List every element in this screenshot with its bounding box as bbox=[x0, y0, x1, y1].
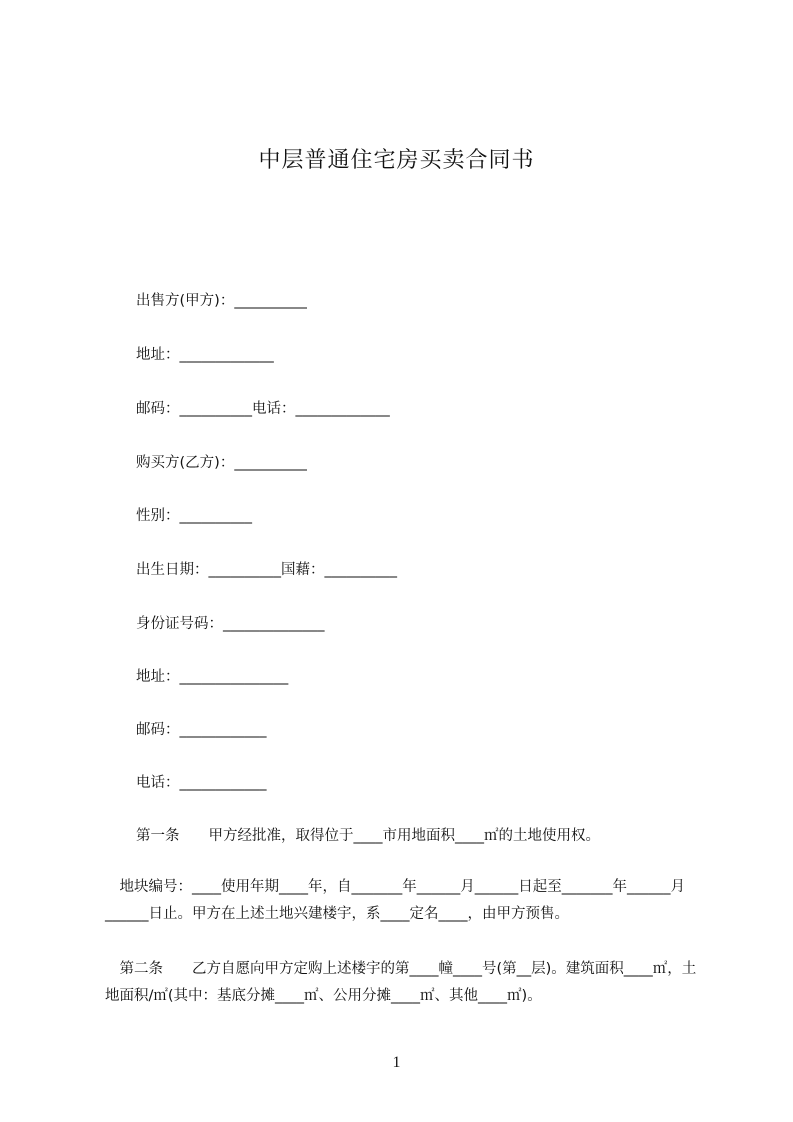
article-1: 第一条 甲方经批准，取得位于____市用地面积____㎡的土地使用权。 bbox=[136, 828, 600, 844]
seller-address-field: 地址：_____________ bbox=[136, 347, 274, 363]
article-1-continuation: 地块编号：____使用年期____年，自_______年______月______日起至_______年______月______日止。甲方在上述土地兴建楼宇，系____定名____，由甲方预售。 bbox=[105, 879, 685, 922]
buyer-phone-field: 电话：____________ bbox=[136, 775, 267, 791]
document-title: 中层普通住宅房买卖合同书 bbox=[258, 148, 535, 173]
article-2: 第二条 乙方自愿向甲方定购上述楼宇的第____幢____号(第__层)。建筑面积____㎡，土地面积/㎡(其中：基底分摊____㎡、公用分摊____㎡、其他____㎡)。 bbox=[105, 961, 697, 1004]
buyer-postcode-field: 邮码：____________ bbox=[136, 722, 267, 738]
buyer-id-number-field: 身份证号码：______________ bbox=[136, 616, 325, 632]
buyer-birthdate-nationality-field: 出生日期：__________国藉：__________ bbox=[136, 562, 397, 578]
buyer-address-field: 地址：_______________ bbox=[136, 669, 289, 685]
page-number: 1 bbox=[392, 1054, 401, 1071]
buyer-gender-field: 性别：__________ bbox=[136, 508, 252, 524]
seller-postcode-phone-field: 邮码：__________电话：_____________ bbox=[136, 401, 390, 417]
seller-name-field: 出售方(甲方)：__________ bbox=[136, 293, 307, 309]
buyer-name-field: 购买方(乙方)：__________ bbox=[136, 455, 307, 471]
